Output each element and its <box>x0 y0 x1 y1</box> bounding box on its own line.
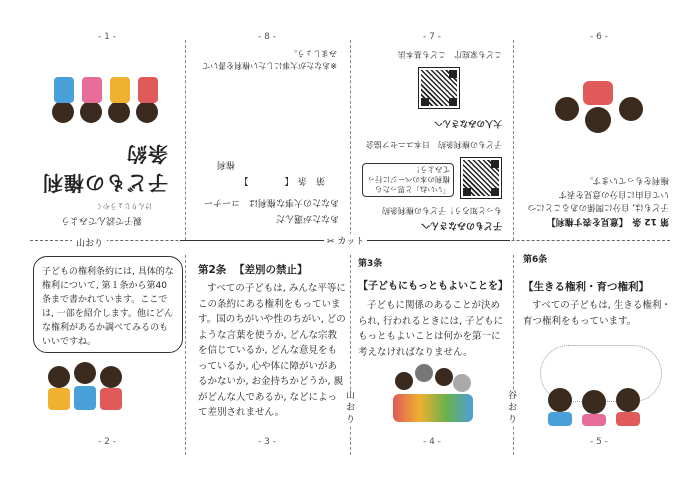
children-illustration <box>45 63 160 133</box>
article3-title: 第3条 <box>358 259 383 269</box>
page8-note2: みましょう。 <box>289 49 337 58</box>
page-number: - 5 - <box>590 437 608 447</box>
divider <box>350 40 351 240</box>
article6-heading: 【生きる権利・育つ権利】 <box>523 281 649 293</box>
article2-title: 第2条 <box>198 264 227 276</box>
cut-text: カット <box>337 237 365 247</box>
fold-label: 谷おり <box>508 391 518 425</box>
page7-footer1: 子どもの権利条約 日本ユニセフ協会 <box>366 140 502 149</box>
cover-ruby: けんりじょうやく <box>96 202 152 210</box>
page8-line3: 第 条 【 】 <box>239 175 325 185</box>
page7-footer3: こども家庭庁 こども基本法 <box>398 50 502 59</box>
article6-title: 第6条 <box>523 255 548 265</box>
page-number: - 3 - <box>258 437 276 447</box>
article12-body2: 権利をもっています。 <box>584 175 669 185</box>
children-illustration <box>548 388 644 428</box>
article2-body: すべての子どもは, みんな平等にこの条約にある権利をもっています。国のちがいや性のちがい, どのような言葉を使うか, どんな宗教を信じているか, どんな意見をもっているか, 心や体に障がいがあるかないか, お金持ちかどうか, 親がどんな人であるか, などによって差別されません。 <box>198 283 346 418</box>
page2-body: 子どもの権利条約には, 具体的な権利について, 第１条から第40条まで書かれています。ここでは, 一部を紹介します。他にどんな権利があるか調べてみるのもいいですね。 <box>42 267 174 347</box>
page8-line1: あなたが選んだ <box>275 213 339 223</box>
cover-panel <box>30 48 180 233</box>
fold-label: 山おり <box>346 391 356 425</box>
page8-line4: 権利 <box>216 159 235 169</box>
page-number: - 8 - <box>258 32 276 42</box>
article12-title: 第 12 条 【意見を表す権利】 <box>546 216 669 226</box>
article6-body: すべての子どもは, 生きる権利・育つ権利をもっています。 <box>523 300 671 327</box>
page-number: - 1 - <box>98 32 116 42</box>
page8-note: ※あなたが大事にしたい権利を書いて <box>202 61 337 70</box>
page7-panel <box>353 45 510 233</box>
children-illustration <box>48 362 128 417</box>
page6top-panel <box>518 45 673 233</box>
divider <box>185 255 186 455</box>
family-illustration <box>393 364 473 426</box>
page-number: - 6 - <box>590 32 608 42</box>
page7-heading: 子どものみなさんへ <box>421 220 502 230</box>
divider <box>513 40 514 240</box>
page3-panel <box>198 262 346 421</box>
page-number: - 2 - <box>98 437 116 447</box>
page8-line2: あなたの大事な権利は コーナー <box>203 197 339 207</box>
article2-heading: 【差別の禁止】 <box>233 264 308 276</box>
page-number: - 4 - <box>423 437 441 447</box>
page5-panel <box>523 252 673 329</box>
page7-box: 「いいね」と思ったら 権利の本のページに行ってみよう！ <box>362 163 454 197</box>
page7-footer2: 大人のみなさんへ <box>434 118 502 128</box>
article3-body: 子どもに関係のあることが決められ, 行われるときには, 子どもにもっともよいことは何かを第一に考えなければなりません。 <box>358 300 504 358</box>
page-number: - 7 - <box>423 32 441 42</box>
divider <box>185 40 186 240</box>
qr-code <box>460 157 502 199</box>
children-illustration <box>553 63 643 133</box>
article3-heading: 【子どもにもっともよいことを】 <box>358 281 508 292</box>
qr-code <box>418 67 460 109</box>
fold-label: 山おり <box>72 236 107 249</box>
cut-label: ✂ カット <box>324 234 367 247</box>
page7-body: もっと知ろう！子どもの権利条約 <box>382 206 502 215</box>
cover-subtitle: 親子で読んでみよう <box>60 215 142 225</box>
speech-bubble <box>33 256 183 353</box>
page4-panel <box>358 256 508 360</box>
page8-panel <box>190 45 345 230</box>
cover-title: 子どもの権利条約 <box>42 142 168 195</box>
article12-body1: 子どもは, 自分に関係のあることについて自由に自分の意見を表す <box>527 189 669 212</box>
